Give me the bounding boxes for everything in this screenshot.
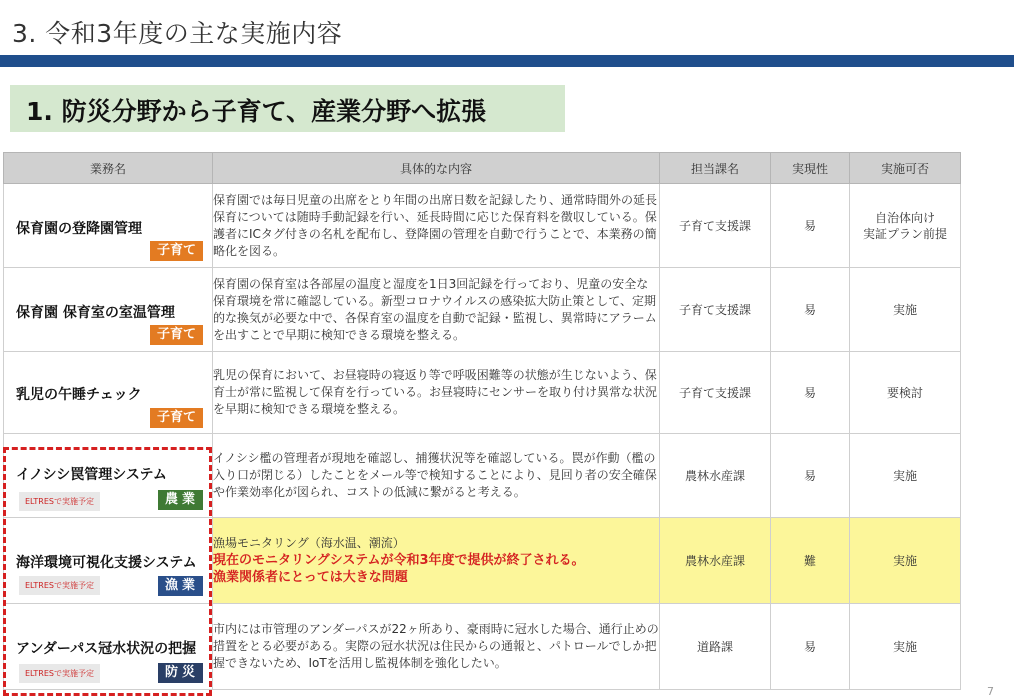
status-cell: 自治体向け 実証プラン前提 [850,184,961,268]
feasibility-cell: 難 [771,518,850,604]
column-header-department: 担当課名 [660,153,771,184]
task-cell [4,434,213,518]
department-cell: 道路課 [660,604,771,690]
department-cell: 子育て支援課 [660,184,771,268]
column-header-feasibility: 実現性 [771,153,850,184]
content-alert-line-2: 漁業関係者にとっては大きな問題 [213,570,408,585]
table-row [4,268,961,352]
table-row [4,604,961,690]
category-tag-childcare: 子育て [150,325,203,345]
feasibility-cell: 易 [771,434,850,518]
category-tag-childcare: 子育て [150,408,203,428]
table-row [4,434,961,518]
column-header-content: 具体的な内容 [213,153,660,184]
task-name: 海洋環境可視化支援システム [16,555,197,571]
column-header-status: 実施可否 [850,153,961,184]
content-cell: 保育園の保育室は各部屋の温度と湿度を1日3回記録を行っており、児童の安全な保育環境を常に確認している。新型コロナウイルスの感染拡大防止策として、定期的な換気が必要な中で、各保育室の温度を自動で記録・監視し、異常時にアラームを出すことで早期に検知できる環境を整える。 [213,268,660,352]
table-header-row [4,153,961,184]
status-cell: 要検討 [850,352,961,434]
feasibility-cell: 易 [771,184,850,268]
status-cell: 実施 [850,434,961,518]
content-cell: イノシシ檻の管理者が現地を確認し、捕獲状況等を確認している。罠が作動（檻の入り口が閉じる）したことをメール等で検知することにより、見回り者の安全確保や作業効率化が図られ、コストの低減に繋がると考える。 [213,434,660,518]
content-cell: 乳児の保育において、お昼寝時の寝返り等で呼吸困難等の状態が生じないよう、保育士が常に監視して保育を行っている。お昼寝時にセンサーを取り付け異常な状況を早期に検知できる環境を整える。 [213,352,660,434]
content-monitoring-label: 漁場モニタリング（海水温、潮流） [213,536,405,550]
eltres-badge: ELTRESで実施予定 [19,576,100,595]
task-cell [4,518,213,604]
category-tag-disaster: 防災 [158,663,203,683]
status-cell: 実施 [850,604,961,690]
slide-title: 3. 令和3年度の主な実施内容 [12,19,343,48]
task-cell [4,352,213,434]
task-name: アンダーパス冠水状況の把握 [16,641,197,657]
task-name: 保育園 保育室の室温管理 [16,305,175,321]
task-name: 保育園の登降園管理 [16,221,142,237]
department-cell: 農林水産課 [660,434,771,518]
task-cell [4,184,213,268]
title-bar [0,55,1014,67]
eltres-badge: ELTRESで実施予定 [19,492,100,511]
table-row-highlighted [4,518,961,604]
content-cell [213,518,660,604]
table-row [4,184,961,268]
category-tag-fishery: 漁業 [158,576,203,596]
task-name: 乳児の午睡チェック [16,387,142,403]
department-cell: 子育て支援課 [660,352,771,434]
eltres-badge: ELTRESで実施予定 [19,664,100,683]
task-table [3,152,961,690]
feasibility-cell: 易 [771,352,850,434]
department-cell: 子育て支援課 [660,268,771,352]
content-alert-line-1: 現在のモニタリングシステムが令和3年度で提供が終了される。 [213,553,585,568]
task-cell [4,604,213,690]
category-tag-agriculture: 農業 [158,490,203,510]
task-name: イノシシ罠管理システム [16,467,167,483]
category-tag-childcare: 子育て [150,241,203,261]
feasibility-cell: 易 [771,604,850,690]
status-cell: 実施 [850,268,961,352]
task-cell [4,268,213,352]
page-number: 7 [987,685,994,698]
section-subtitle: 1. 防災分野から子育て、産業分野へ拡張 [26,97,487,126]
content-cell: 保育園では毎日児童の出席をとり年間の出席日数を記録したり、通常時間外の延長保育については随時手動記録を行い、延長時間に応じた保育料を徴収している。保護者にICタグ付きの名札を配布し、登降園の管理を自動で行うことで、本業務の簡略化を図る。 [213,184,660,268]
status-cell: 実施 [850,518,961,604]
feasibility-cell: 易 [771,268,850,352]
column-header-task: 業務名 [4,153,213,184]
department-cell: 農林水産課 [660,518,771,604]
content-cell: 市内には市管理のアンダーパスが22ヶ所あり、豪雨時に冠水した場合、通行止めの措置をとる必要がある。実際の冠水状況は住民からの通報と、パトロールでしか把握できないため、IoTを活用し監視体制を強化したい。 [213,604,660,690]
table-row [4,352,961,434]
